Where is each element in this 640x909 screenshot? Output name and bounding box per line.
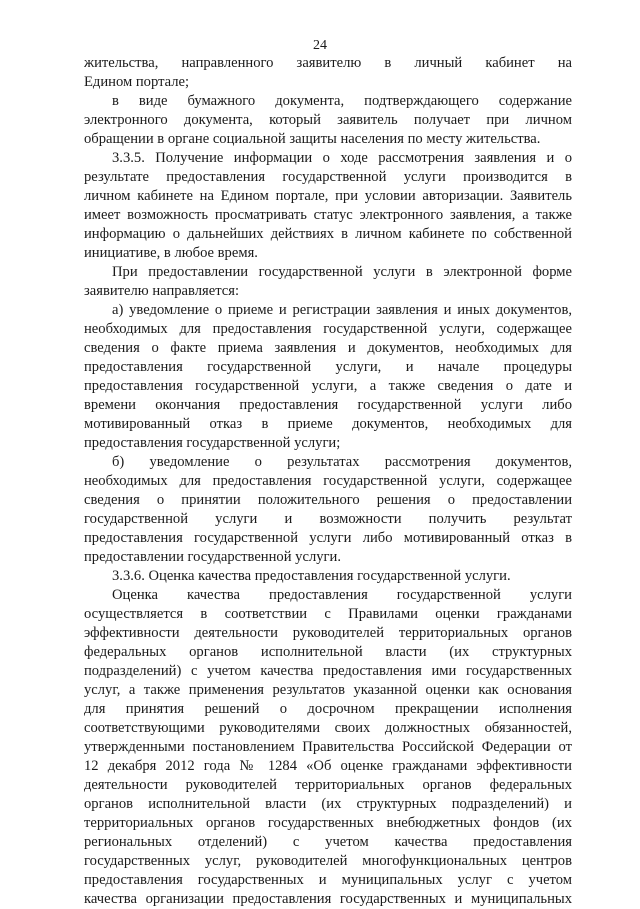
text-line: предоставления государственных и муниципальных услуг с учетом: [84, 872, 572, 888]
text-line: сведения о факте приема заявления и документов, необходимых для: [84, 340, 572, 356]
text-line: При предоставлении государственной услуги в электронной форме: [112, 264, 572, 280]
text-line: соответствующими руководителями своих должностных обязанностей,: [84, 720, 572, 736]
text-line: а) уведомление о приеме и регистрации заявления и иных документов,: [112, 302, 572, 318]
text-line: предоставления государственной услуги либо мотивированный отказ в: [84, 530, 572, 546]
text-line: заявителю направляется:: [84, 283, 239, 299]
body-text: [84, 54, 572, 909]
text-line: эффективности деятельности руководителей территориальных органов: [84, 625, 572, 641]
text-line: утвержденными постановлением Правительства Российской Федерации от: [84, 739, 572, 755]
text-line: необходимых для предоставления государственной услуги, содержащее: [84, 321, 572, 337]
text-line: деятельности руководителей территориальных органов федеральных: [84, 777, 572, 793]
text-line: качества организации предоставления государственных и муниципальных: [84, 891, 572, 907]
text-line: жительства, направленного заявителю в личный кабинет на: [84, 55, 572, 71]
text-line: мотивированный отказ в приеме документов, необходимых для: [84, 416, 572, 432]
text-line: осуществляется в соответствии с Правилами оценки гражданами: [84, 606, 572, 622]
text-line: в виде бумажного документа, подтверждающего содержание: [112, 93, 572, 109]
text-line: подразделений) с учетом качества предоставления ими государственных: [84, 663, 572, 679]
text-line: времени окончания предоставления государственной услуги либо: [84, 397, 572, 413]
text-line: предоставлении государственной услуги.: [84, 549, 341, 565]
text-line: государственной услуги и возможности получить результат: [84, 511, 572, 527]
text-line: личном кабинете на Едином портале, при условии авторизации. Заявитель: [84, 188, 572, 204]
text-line: предоставления государственной услуги, а также сведения о дате и: [84, 378, 572, 394]
page-number: 24: [313, 38, 327, 53]
text-line: территориальных органов государственных внебюджетных фондов (их: [84, 815, 572, 831]
text-line: 3.3.6. Оценка качества предоставления государственной услуги.: [112, 568, 511, 584]
text-line: услуг, а также применения результатов указанной оценки как основания: [84, 682, 572, 698]
text-line: 3.3.5. Получение информации о ходе рассмотрения заявления и о: [112, 150, 572, 166]
text-line: сведения о принятии положительного решения о предоставлении: [84, 492, 572, 508]
text-line: федеральных органов исполнительной власти (их структурных: [84, 644, 572, 660]
text-line: необходимых для предоставления государственной услуги, содержащее: [84, 473, 572, 489]
text-line: предоставления государственной услуги;: [84, 435, 341, 451]
text-line: б) уведомление о результатах рассмотрения документов,: [112, 454, 572, 470]
text-line: электронного документа, который заявитель получает при личном: [84, 112, 572, 128]
text-line: органов исполнительной власти (их структурных подразделений) и: [84, 796, 572, 812]
text-line: предоставления государственной услуги, и начале процедуры: [84, 359, 572, 375]
text-line: обращении в органе социальной защиты населения по месту жительства.: [84, 131, 541, 147]
text-line: информацию о дальнейших действиях в личном кабинете по собственной: [84, 226, 572, 242]
text-line: для принятия решений о досрочном прекращении исполнения: [84, 701, 572, 717]
text-line: Едином портале;: [84, 74, 190, 90]
text-line: инициативе, в любое время.: [84, 245, 258, 261]
text-line: государственных услуг, руководителей многофункциональных центров: [84, 853, 572, 869]
text-line: 12 декабря 2012 года № 1284 «Об оценке гражданами эффективности: [84, 758, 572, 774]
text-line: имеет возможность просматривать статус электронного заявления, а также: [84, 207, 572, 223]
text-line: Оценка качества предоставления государственной услуги: [112, 587, 572, 603]
text-line: результате предоставления государственной услуги производится в: [84, 169, 572, 185]
text-line: региональных отделений) с учетом качества предоставления: [84, 834, 572, 850]
